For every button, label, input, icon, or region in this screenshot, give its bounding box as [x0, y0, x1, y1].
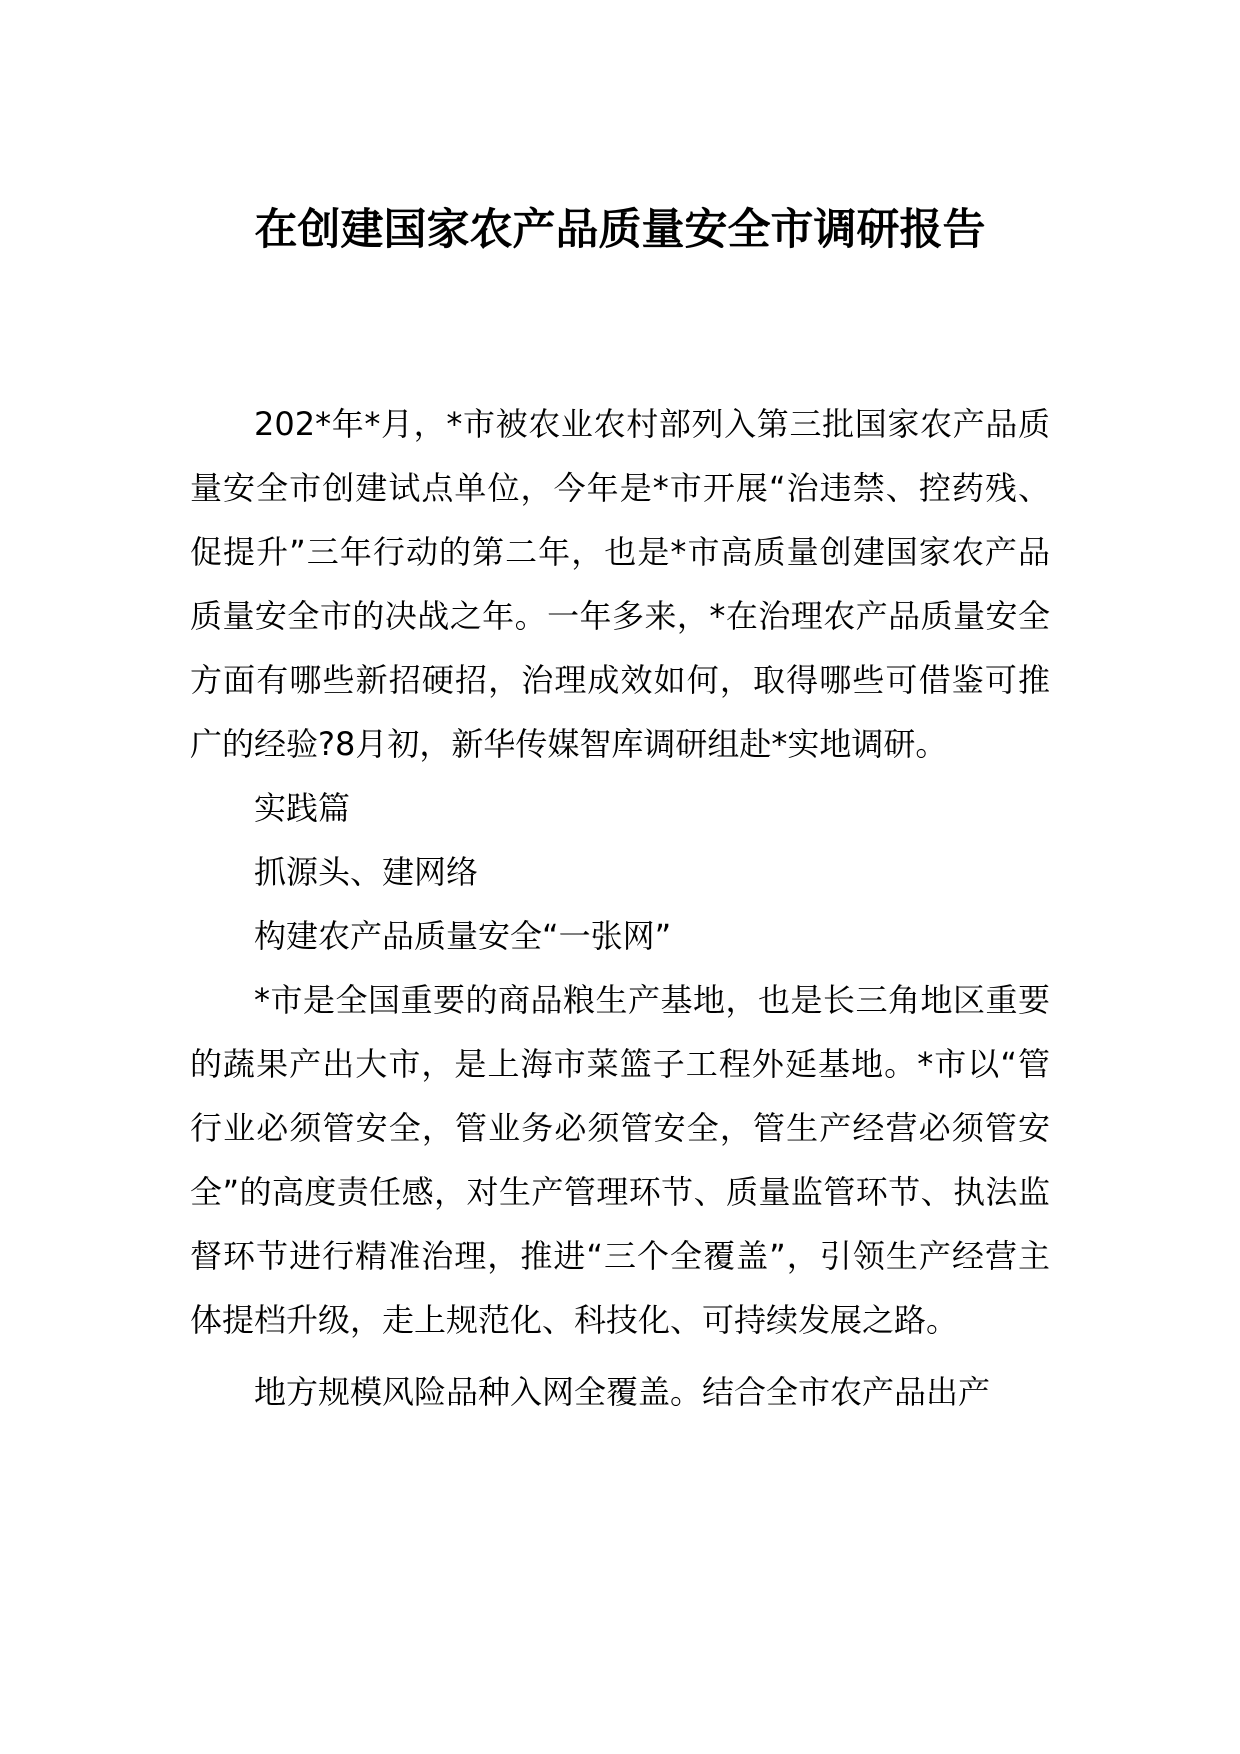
- paragraph-overview: *市是全国重要的商品粮生产基地，也是长三角地区重要的蔬果产出大市，是上海市菜篮子工程外延基地。*市以“管行业必须管安全，管业务必须管安全，管生产经营必须管安全”的高度责任感，对生产管理环节、质量监管环节、执法监督环节进行精准治理，推进“三个全覆盖”，引领生产经营主体提档升级，走上规范化、科技化、可持续发展之路。: [190, 981, 1050, 1339]
- paragraph-coverage: 地方规模风险品种入网全覆盖。结合全市农产品出产: [254, 1373, 991, 1411]
- document-title: 在创建国家农产品质量安全市调研报告: [254, 205, 986, 255]
- subsection-subtitle: 构建农产品质量安全“一张网”: [254, 917, 672, 955]
- subsection-heading: 抓源头、建网络: [254, 853, 479, 891]
- section-heading: 实践篇: [254, 789, 351, 827]
- paragraph-intro: 202*年*月，*市被农业农村部列入第三批国家农产品质量安全市创建试点单位，今年是*市开展“治违禁、控药残、促提升”三年行动的第二年，也是*市高质量创建国家农产品质量安全市的决战之年。一年多来，*在治理农产品质量安全方面有哪些新招硬招，治理成效如何，取得哪些可借鉴可推广的经验?8月初，新华传媒智库调研组赴*实地调研。: [190, 405, 1050, 763]
- document-body: [190, 392, 1050, 1424]
